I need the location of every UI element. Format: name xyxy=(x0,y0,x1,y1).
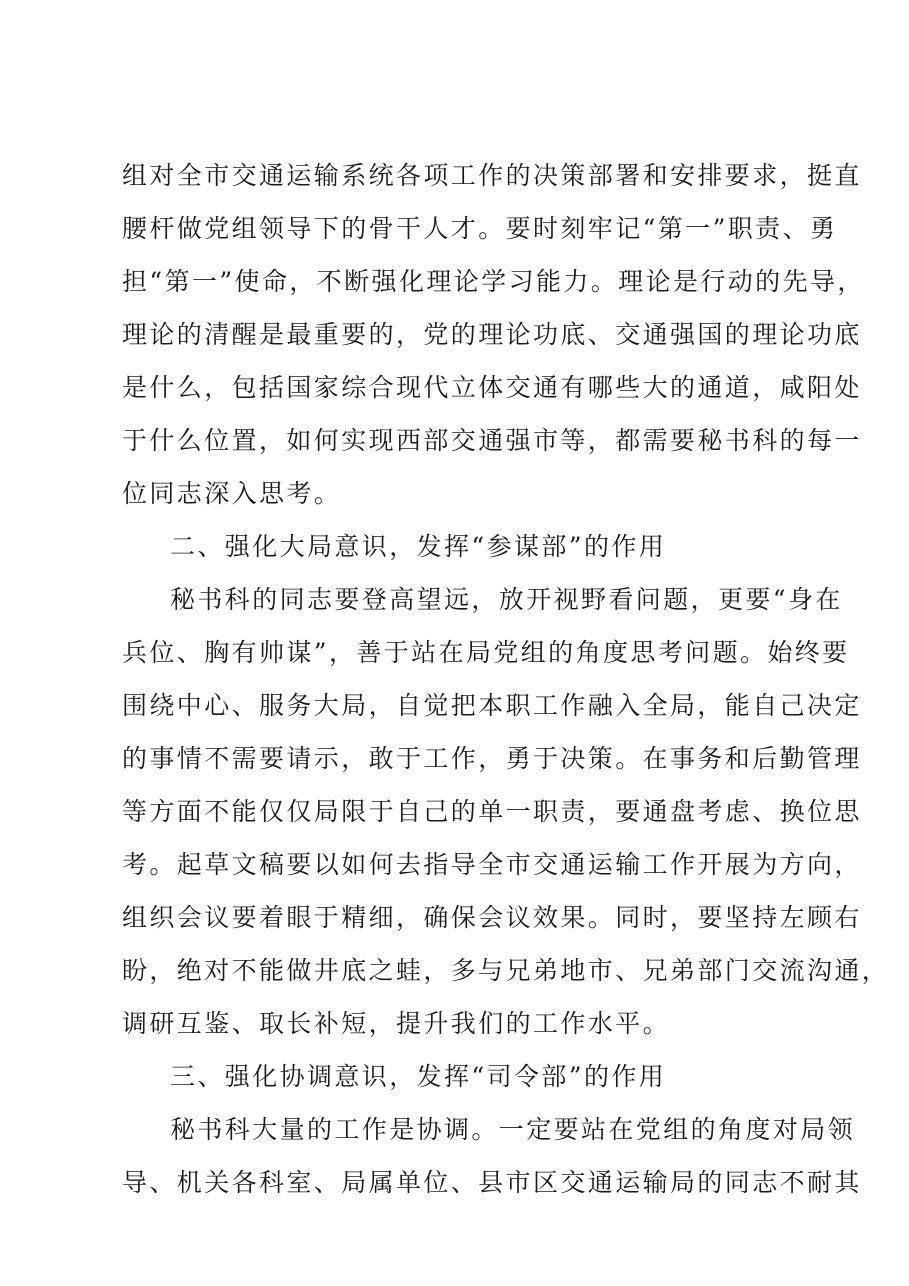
body-text-line: 考。起草文稿要以如何去指导全市交通运输工作开展为方向， xyxy=(122,850,862,879)
body-text-line: 调研互鉴、取长补短，提升我们的工作水平。 xyxy=(122,1009,671,1038)
paragraph-first-line: 秘书科的同志要登高望远，放开视野看问题，更要“身在 xyxy=(170,585,843,614)
paragraph-first-line: 秘书科大量的工作是协调。一定要站在党组的角度对局领 xyxy=(170,1115,856,1144)
body-text-line: 担“第一”使命，不断强化理论学习能力。理论是行动的先导， xyxy=(122,267,865,296)
body-text-line: 组织会议要着眼于精细，确保会议效果。同时，要坚持左顾右 xyxy=(122,903,862,932)
body-text-line: 组对全市交通运输系统各项工作的决策部署和安排要求，挺直 xyxy=(122,161,862,190)
body-text-line: 导、机关各科室、局属单位、县市区交通运输局的同志不耐其 xyxy=(122,1168,862,1197)
section-heading: 二、强化大局意识，发挥“参谋部”的作用 xyxy=(170,532,667,561)
section-heading: 三、强化协调意识，发挥“司令部”的作用 xyxy=(170,1062,667,1091)
body-text-line: 兵位、胸有帅谋”，善于站在局党组的角度思考问题。始终要 xyxy=(122,638,850,667)
body-text-line: 等方面不能仅仅局限于自己的单一职责，要通盘考虑、换位思 xyxy=(122,797,862,826)
body-text-line: 围绕中心、服务大局，自觉把本职工作融入全局，能自己决定 xyxy=(122,691,862,720)
body-text-line: 是什么，包括国家综合现代立体交通有哪些大的通道，咸阳处 xyxy=(122,373,862,402)
body-text-line: 的事情不需要请示，敢于工作，勇于决策。在事务和后勤管理 xyxy=(122,744,862,773)
body-text-line: 理论的清醒是最重要的，党的理论功底、交通强国的理论功底 xyxy=(122,320,862,349)
body-text-line: 于什么位置，如何实现西部交通强市等，都需要秘书科的每一 xyxy=(122,426,862,455)
body-text-line: 盼，绝对不能做井底之蛙，多与兄弟地市、兄弟部门交流沟通， xyxy=(122,956,890,985)
body-text-line: 位同志深入思考。 xyxy=(122,479,342,508)
body-text-line: 腰杆做党组领导下的骨干人才。要时刻牢记“第一”职责、勇 xyxy=(122,214,838,243)
